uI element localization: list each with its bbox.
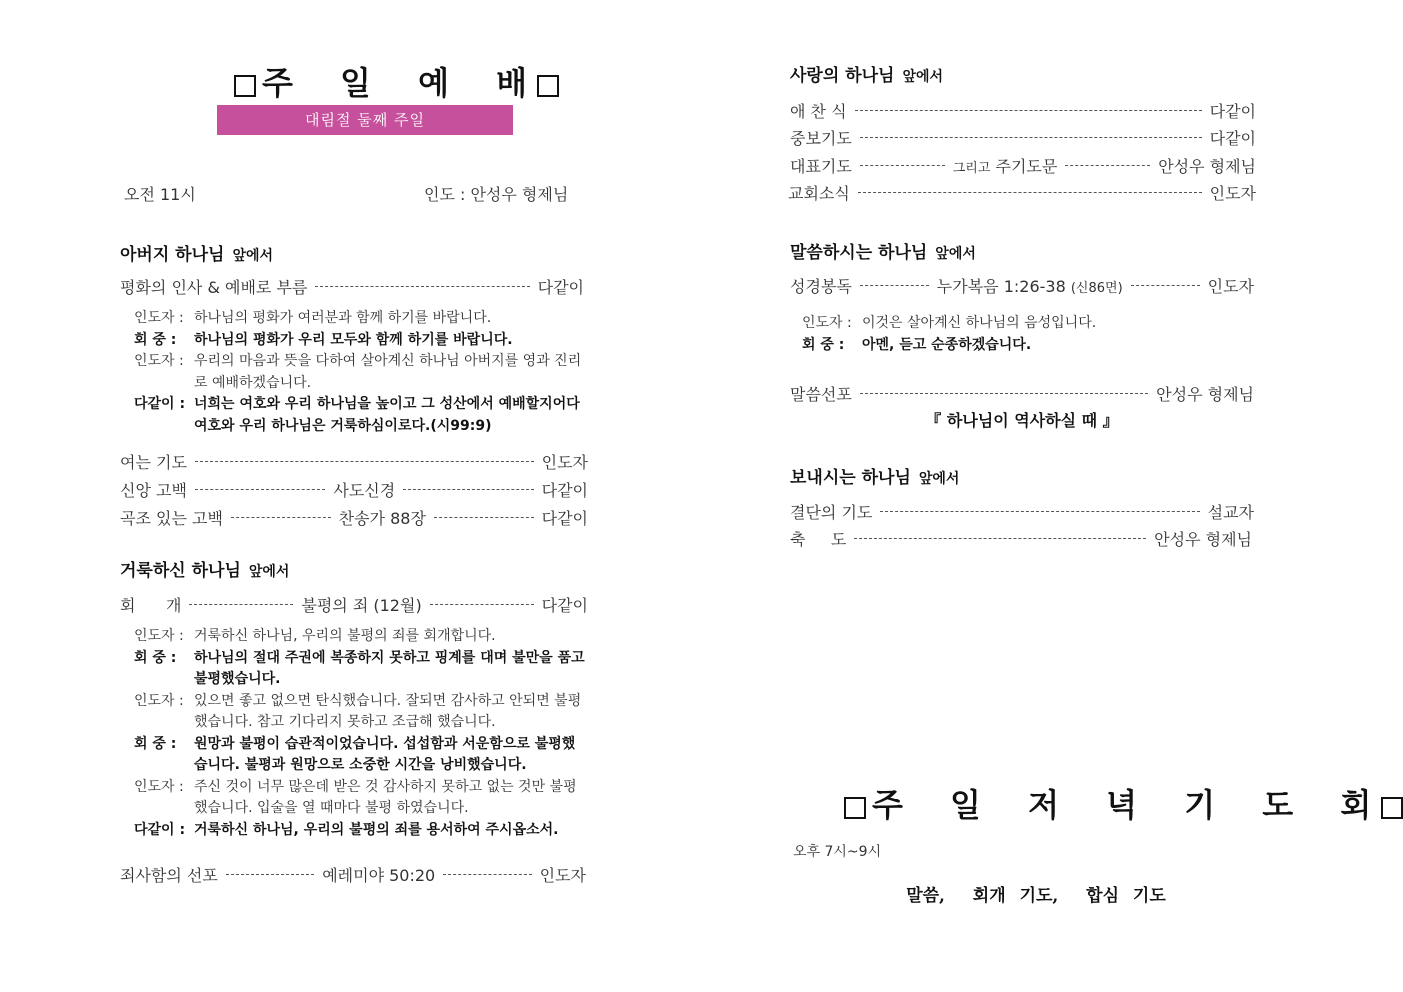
evening-title: 주 일 저 녁 기 도 회 xyxy=(838,780,1403,826)
dash-leader xyxy=(195,461,534,462)
dash-leader xyxy=(226,874,314,875)
order-item: 대표기도 그리고 주기도문 안성우 형제님 xyxy=(790,157,1257,176)
dash-leader xyxy=(854,538,1146,539)
dash-leader xyxy=(443,874,531,875)
section-heading: 보내시는 하나님 앞에서 xyxy=(790,468,960,488)
dialog-line: 다같이 : 거룩하신 하나님, 우리의 불평의 죄를 용서하여 주시옵소서. xyxy=(134,821,559,838)
order-item: 회 개 불평의 죄 (12월) 다같이 xyxy=(120,596,589,615)
dialog-line: 인도자 : 이것은 살아계신 하나님의 음성입니다. xyxy=(802,315,1097,331)
sermon-title: 『 하나님이 역사하실 때 』 xyxy=(925,411,1119,430)
subtitle-banner: 대림절 둘째 주일 xyxy=(217,105,513,135)
dash-leader xyxy=(315,286,529,287)
dash-leader xyxy=(189,604,293,605)
dash-leader xyxy=(1131,285,1200,286)
dash-leader xyxy=(430,604,534,605)
dash-leader xyxy=(860,393,1148,394)
dialog-line: 회 중 : 하나님의 절대 주권에 복종하지 못하고 핑계를 대며 불만을 품고 불평했습니다. xyxy=(134,649,585,687)
section-heading: 거룩하신 하나님 앞에서 xyxy=(120,561,290,581)
dash-leader xyxy=(858,192,1202,193)
dash-leader xyxy=(880,511,1199,512)
checkbox-icon xyxy=(234,75,256,97)
evening-program: 말씀, 회개 기도, 합심 기도 xyxy=(906,886,1166,906)
dash-leader xyxy=(231,517,331,518)
dash-leader xyxy=(855,110,1202,111)
order-item: 죄사함의 선포 예레미야 50:20 인도자 xyxy=(120,866,587,885)
dash-leader xyxy=(860,165,945,166)
checkbox-icon xyxy=(537,75,559,97)
order-item: 성경봉독 누가복음 1:26-38 (신86면) 인도자 xyxy=(790,277,1254,296)
order-item: 중보기도 다같이 xyxy=(790,129,1256,148)
page-title-left: 주 일 예 배 xyxy=(228,58,565,104)
service-time: 오전 11시 xyxy=(124,185,196,204)
dash-leader xyxy=(403,489,533,490)
order-item: 곡조 있는 고백 찬송가 88장 다같이 xyxy=(120,509,589,528)
order-item: 교회소식 인도자 xyxy=(788,184,1256,203)
section-heading: 말씀하시는 하나님 앞에서 xyxy=(790,243,976,263)
order-item: 신앙 고백 사도신경 다같이 xyxy=(120,481,588,500)
order-item: 축 도 안성우 형제님 xyxy=(790,530,1252,549)
dialog-line: 회 중 : 하나님의 평화가 우리 모두와 함께 하기를 바랍니다. xyxy=(134,331,513,348)
dialog-line: 다같이 : 너희는 여호와 우리 하나님을 높이고 그 성산에서 예배할지어다 여호와 우리 하나님은 거룩하심이로다.(시99:9) xyxy=(134,396,580,434)
dialog-line: 회 중 : 아멘, 듣고 순종하겠습니다. xyxy=(802,336,1032,353)
dash-leader xyxy=(860,137,1202,138)
dash-leader xyxy=(434,517,534,518)
responsive-reading xyxy=(124,626,586,841)
dialog-line: 인도자 : 우리의 마음과 뜻을 다하여 살아계신 하나님 아버지를 영과 진리로 예배하겠습니다. xyxy=(134,353,582,391)
dash-leader xyxy=(1065,165,1150,166)
dialog-line: 인도자 : 주신 것이 너무 많은데 받은 것 감사하지 못하고 없는 것만 불평했습니다. 입술을 열 때마다 불평 하였습니다. xyxy=(134,778,577,816)
section-heading: 사랑의 하나님 앞에서 xyxy=(790,66,944,86)
order-item: 말씀선포 안성우 형제님 xyxy=(790,385,1254,404)
dash-leader xyxy=(860,285,929,286)
checkbox-icon xyxy=(844,797,866,819)
order-item: 결단의 기도 설교자 xyxy=(790,503,1254,522)
dialog-line: 인도자 : 하나님의 평화가 여러분과 함께 하기를 바랍니다. xyxy=(134,310,492,326)
dialog-line: 인도자 : 거룩하신 하나님, 우리의 불평의 죄를 회개합니다. xyxy=(134,628,496,644)
dialog-line: 인도자 : 있으면 좋고 없으면 탄식했습니다. 잘되면 감사하고 안되면 불평했습니다. 참고 기다리지 못하고 조급해 했습니다. xyxy=(134,692,582,730)
checkbox-icon xyxy=(1381,797,1403,819)
section-heading: 아버지 하나님 앞에서 xyxy=(120,245,274,265)
evening-time: 오후 7시~9시 xyxy=(793,844,882,860)
dash-leader xyxy=(195,489,325,490)
order-item: 애 찬 식 다같이 xyxy=(790,102,1256,121)
responsive-reading xyxy=(124,308,586,437)
order-item: 평화의 인사 & 예배로 부름 다같이 xyxy=(120,278,584,297)
service-leader: 인도 : 안성우 형제님 xyxy=(424,185,569,204)
dialog-line: 회 중 : 원망과 불평이 습관적이었습니다. 섭섭함과 서운함으로 불평했습니다. 불평과 원망으로 소중한 시간을 낭비했습니다. xyxy=(134,735,576,773)
responsive-reading xyxy=(792,313,1254,356)
order-item: 여는 기도 인도자 xyxy=(120,453,588,472)
